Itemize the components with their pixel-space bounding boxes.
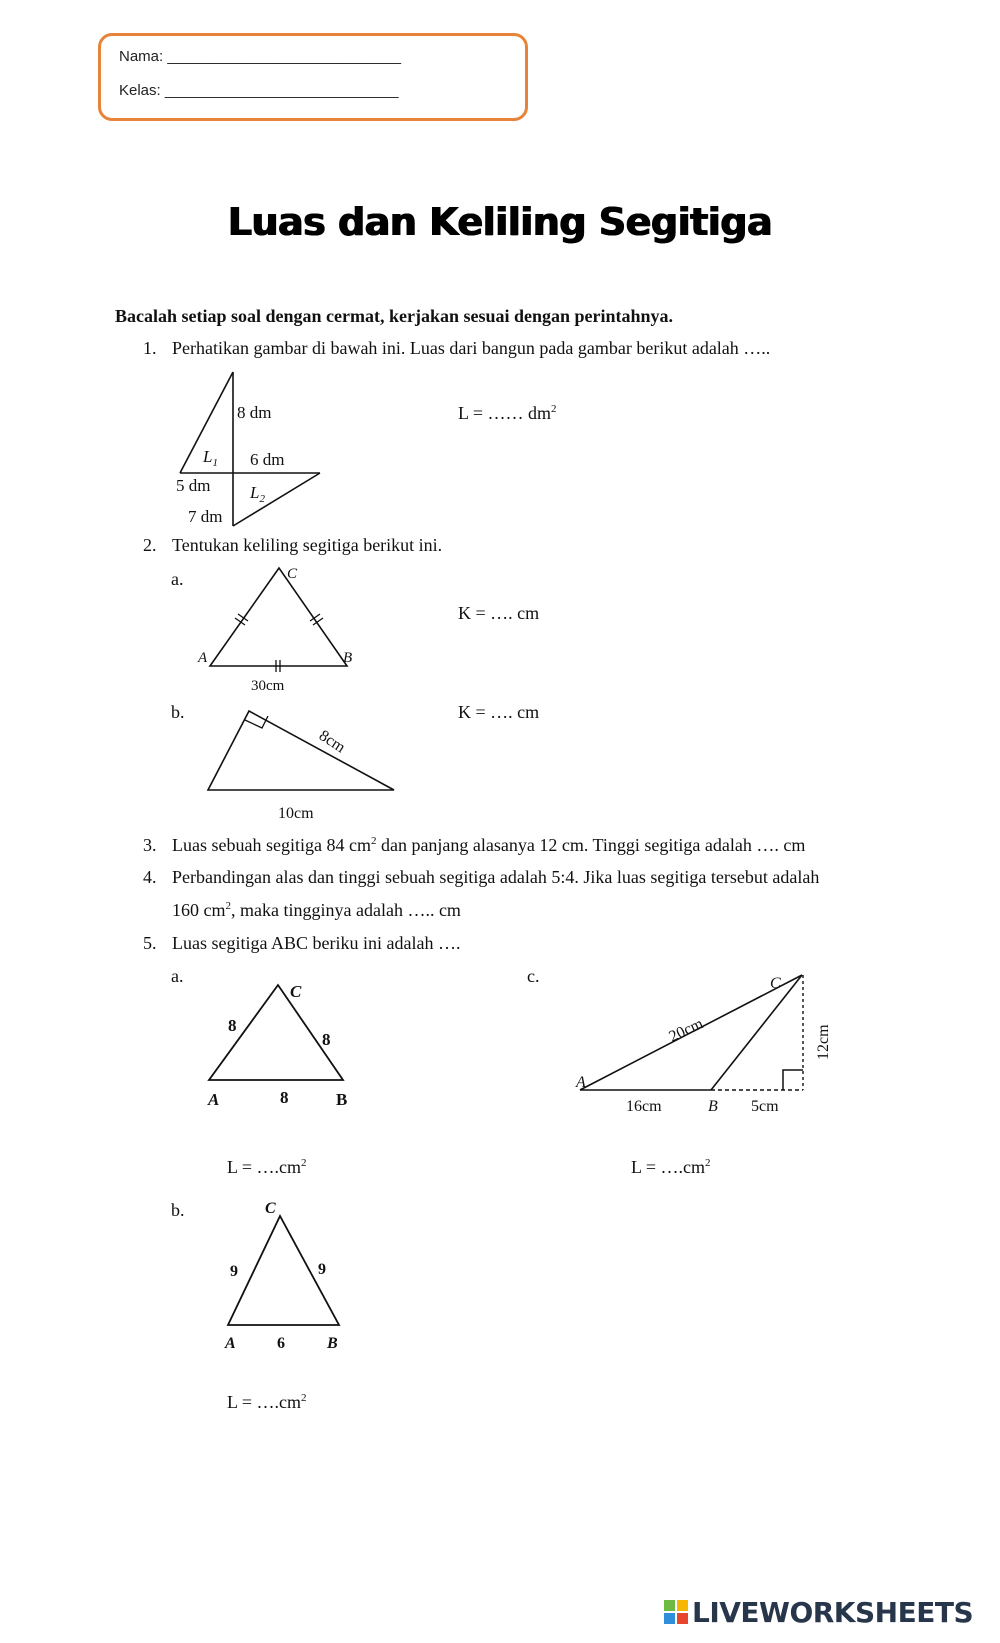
q5b-vertex-b: B [327,1335,338,1352]
q2b-hyp-label: 8cm [315,727,349,757]
q5b-side-left: 9 [230,1263,238,1280]
q5c-vertex-c: C [770,975,781,992]
q5a-label: a. [171,966,184,986]
q2a-answer[interactable]: K = …. cm [458,603,540,623]
q5c-line-bc [711,975,802,1090]
q5a-side-right: 8 [322,1030,331,1049]
q5c-answer-text: L = ….cm [631,1157,705,1177]
q1-answer-text: L = …… dm [458,403,551,423]
q5a-answer-sup: 2 [300,1157,307,1169]
q1-number: 1. [143,338,157,358]
q2-text: Tentukan keliling segitiga berikut ini. [172,535,443,555]
q4-line2-post: , maka tingginya adalah ….. cm [231,900,461,920]
q5a-answer-text: L = ….cm [227,1157,301,1177]
q2b-right-angle [245,716,268,728]
q1-label-l2: $L_2$ [250,483,265,505]
q5-text: Luas segitiga ABC beriku ini adalah …. [172,933,461,953]
q5c-vertex-b: B [708,1098,718,1115]
q4-number: 4. [143,867,157,887]
q5a-vertex-b: B [336,1090,348,1109]
q3-text-post: dan panjang alasanya 12 cm. Tinggi segitiga adalah …. cm [376,835,806,855]
q2b-base-label: 10cm [278,805,314,822]
q5c-label: c. [527,966,540,986]
q5c-ext-label: 5cm [751,1098,779,1115]
q5b-vertex-c: C [265,1200,276,1217]
q5a-figure [200,975,370,1115]
q1-answer[interactable] [458,403,556,424]
q5b-label: b. [171,1200,185,1220]
q5b-side-right: 9 [318,1261,326,1278]
nama-field[interactable]: Nama: ____________________________ [119,48,401,65]
q1-text: Perhatikan gambar di bawah ini. Luas dari bangun pada gambar berikut adalah ….. [172,338,771,358]
q5a-vertex-a: A [208,1090,220,1109]
q1-label-7dm: 7 dm [188,507,223,526]
q3-text-pre: Luas sebuah segitiga 84 cm [172,835,371,855]
q2a-base-label: 30cm [251,678,285,694]
q2a-figure [195,560,375,695]
q5c-vertex-a: A [576,1074,586,1091]
q5b-answer-text: L = ….cm [227,1392,301,1412]
q1-label-l1: $L_1$ [203,447,218,469]
kelas-field[interactable]: Kelas: ____________________________ [119,82,399,99]
q5c-figure [570,970,840,1120]
q5a-answer[interactable] [227,1157,306,1178]
q5b-vertex-a: A [225,1335,236,1352]
q5a-side-left: 8 [228,1016,237,1035]
q5c-answer-sup: 2 [704,1157,711,1169]
q5b-answer[interactable] [227,1392,306,1413]
q5c-right-angle [783,1070,803,1090]
q2b-answer[interactable]: K = …. cm [458,702,540,722]
q3-number: 3. [143,835,157,855]
liveworksheets-logo-icon [664,1600,688,1624]
q5b-figure [215,1200,355,1350]
q4-line1: Perbandingan alas dan tinggi sebuah segitiga adalah 5:4. Jika luas segitiga tersebut adalah [172,867,820,887]
q2a-triangle [210,568,347,666]
liveworksheets-brand[interactable]: LIVEWORKSHEETS [692,1596,974,1629]
q2b-triangle [208,711,394,790]
q5a-vertex-c: C [290,982,302,1001]
q3-sup: 2 [370,835,377,847]
q2a-label: a. [171,569,184,589]
q5c-ac-label: 20cm [666,1015,706,1046]
q1-lower-hypotenuse [233,473,320,526]
q5a-base: 8 [280,1088,289,1107]
q2b-figure [200,700,410,830]
q2b-label: b. [171,702,185,722]
q1-label-5dm: 5 dm [176,476,211,495]
q3-text [172,835,805,856]
q1-answer-sup: 2 [550,403,557,415]
q2-number: 2. [143,535,157,555]
q4-line2 [172,900,461,921]
q5b-base: 6 [277,1335,285,1352]
page-title: Luas dan Keliling Segitiga [227,200,773,244]
q2a-vertex-c: C [287,566,298,582]
q5c-ab-label: 16cm [626,1098,662,1115]
q5b-answer-sup: 2 [300,1392,307,1404]
q2a-vertex-b: B [343,650,353,666]
instruction: Bacalah setiap soal dengan cermat, kerjakan sesuai dengan perintahnya. [115,306,674,326]
q2a-vertex-a: A [198,650,208,666]
q5c-answer[interactable] [631,1157,710,1178]
q1-label-6dm: 6 dm [250,450,285,469]
student-info-box [98,33,528,121]
q5c-height-label: 12cm [815,1024,832,1060]
q4-line2-pre: 160 cm [172,900,226,920]
q5-number: 5. [143,933,157,953]
q1-label-8dm: 8 dm [237,403,272,422]
q4-sup: 2 [225,900,231,912]
q1-figure [170,362,350,532]
